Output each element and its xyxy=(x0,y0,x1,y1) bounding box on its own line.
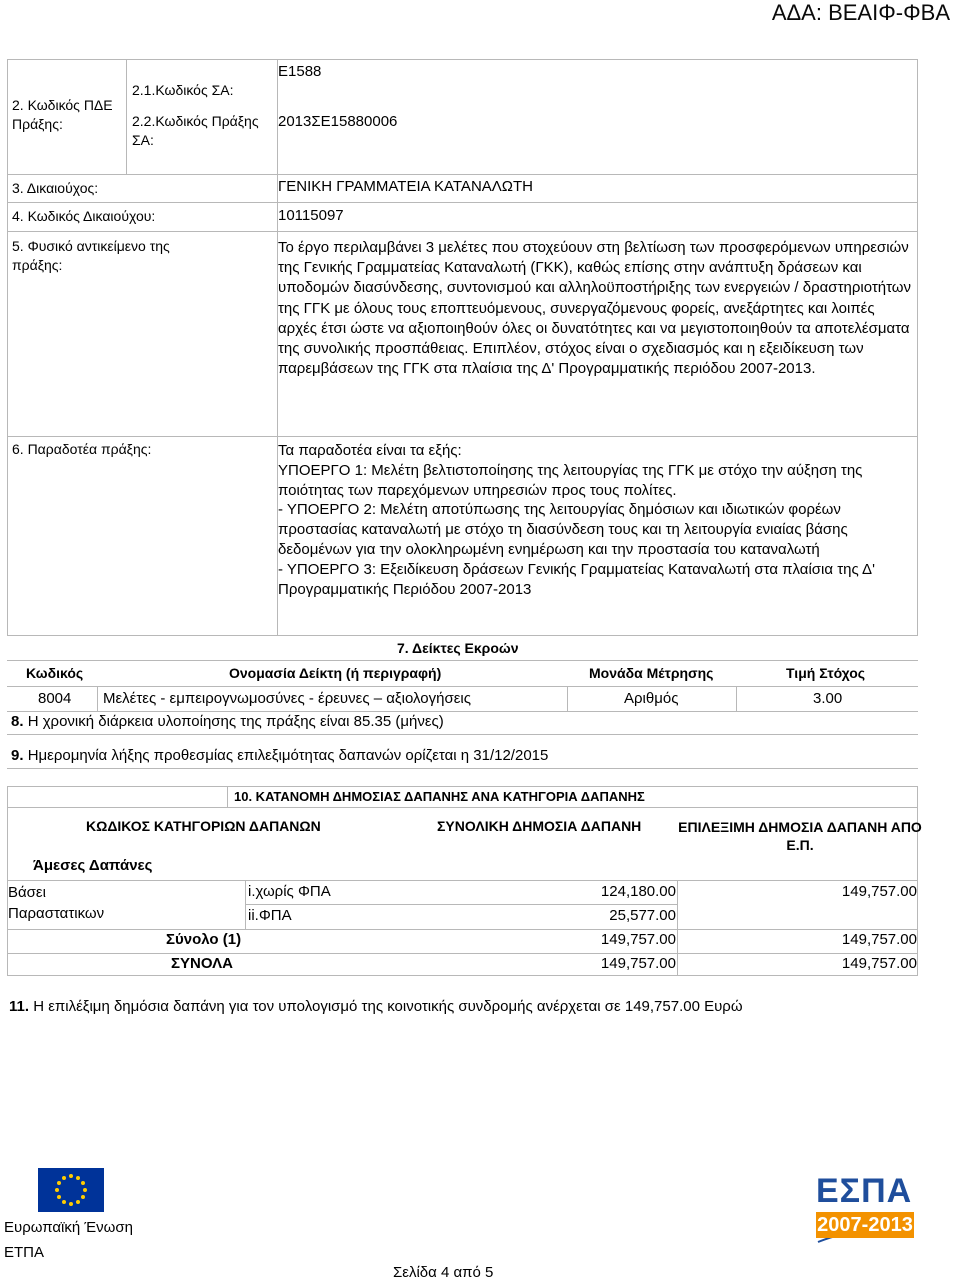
section-8 xyxy=(11,713,444,730)
row-no-vat-total: 124,180.00 xyxy=(600,883,676,900)
section-8-text: Η χρονική διάρκεια υλοποίησης της πράξης είναι 85.35 (μήνες) xyxy=(27,713,444,730)
section-11 xyxy=(9,998,743,1015)
indicator-target: 3.00 xyxy=(813,690,843,707)
totals-label: ΣΥΝΟΛΑ xyxy=(171,955,233,972)
indicator-code: 8004 xyxy=(38,690,72,707)
row-vat-total: 25,577.00 xyxy=(609,907,676,924)
section-2-2-label: 2.2.Κωδικός Πράξης ΣΑ: xyxy=(132,113,259,148)
totals-eligible: 149,757.00 xyxy=(841,955,917,972)
eligible-public-header: ΕΠΙΛΕΞΙΜΗ ΔΗΜΟΣΙΑ ΔΑΠΑΝΗ ΑΠΟ Ε.Π. xyxy=(678,819,922,853)
indicator-name: Μελέτες - εμπειρογνωμοσύνες - έρευνες – αξιολογήσεις xyxy=(103,690,471,707)
totals-total: 149,757.00 xyxy=(600,955,676,972)
section-2-1-value: Ε1588 xyxy=(278,63,322,80)
section-8-number: 8. xyxy=(11,713,24,730)
deliverable-1: ΥΠΟΕΡΓΟ 1: Μελέτη βελτιστοποίησης της λειτουργίας της ΓΓΚ με στόχο την αύξηση της ποιότητας των παρεχόμενων υπηρεσιών προς τους πολίτες. xyxy=(278,461,863,499)
subtotal-total: 149,757.00 xyxy=(600,931,676,948)
section-5-label: 5. Φυσικό αντικείμενο της πράξης: xyxy=(12,238,170,273)
direct-expenses-label: Άμεσες Δαπάνες xyxy=(33,857,153,874)
beneficiary-code-value: 10115097 xyxy=(278,207,344,224)
subtotal-label: Σύνολο (1) xyxy=(166,931,242,948)
section-11-number: 11. xyxy=(9,998,30,1015)
indicator-header-code: Κωδικός xyxy=(26,665,84,681)
section-11-text: Η επιλέξιμη δημόσια δαπάνη για τον υπολογισμό της κοινοτικής συνδρομής ανέρχεται σε 149,757.00 Ευρώ xyxy=(33,998,743,1015)
physical-object-text: Το έργο περιλαμβάνει 3 μελέτες που στοχεύουν στη βελτίωση των προσφερόμενων υπηρεσιών της Γενικής Γραμματείας Καταναλωτή (ΓΚΚ), καθώς επίσης στην ανάπτυξη δράσεων και υποδομών διασύνδεσης, συντονισμού και αλληλοϋποστήριξης των ενεργειών / δραστηριοτήτων της ΓΓΚ με όλους τους εποπτευόμενους, συνεργαζόμενους φορείς, ανεξάρτητες και λοιπές αρχές έτσι ώστε να αξιοποιηθούν όλες οι δυνατότητες και να μεγιστοποιηθούν τα αποτελέσματα της συνολικής προσπάθειας. Επιπλέον, στόχος είναι ο σχεδιασμός και η εξειδίκευση των παρεμβάσεων της ΓΓΚ στα πλαίσια της Δ' Προγραμματικής περιόδου 2007-2013. xyxy=(278,239,912,378)
espa-logo-text: ΕΣΠΑ xyxy=(816,1172,913,1210)
indicator-header-target: Τιμή Στόχος xyxy=(786,665,866,681)
espa-logo-years: 2007-2013 xyxy=(817,1214,913,1236)
deliverable-3: - ΥΠΟΕΡΓΟ 3: Εξειδίκευση δράσεων Γενικής Γραμματείας Καταναλωτή στα πλαίσια της Δ' Προγραμματικής Περιόδου 2007-2013 xyxy=(278,560,875,598)
eu-label: Ευρωπαϊκή Ένωση xyxy=(4,1219,133,1236)
beneficiary-value: ΓΕΝΙΚΗ ΓΡΑΜΜΑΤΕΙΑ ΚΑΤΑΝΑΛΩΤΗ xyxy=(278,178,534,195)
espa-logo xyxy=(812,1166,914,1262)
section-2-1-label: 2.1.Κωδικός ΣΑ: xyxy=(132,82,234,98)
page-number: Σελίδα 4 από 5 xyxy=(393,1264,494,1281)
indicator-unit: Αριθμός xyxy=(624,690,679,707)
section-9 xyxy=(11,747,548,764)
row-vat-label: ii.ΦΠΑ xyxy=(248,907,292,924)
section-7-title: 7. Δείκτες Εκροών xyxy=(397,640,519,656)
section-9-text: Ημερομηνία λήξης προθεσμίας επιλεξιμότητας δαπανών ορίζεται η 31/12/2015 xyxy=(27,747,549,764)
section-2-2-value: 2013ΣΕ15880006 xyxy=(278,113,398,130)
section-10-title: 10. ΚΑΤΑΝΟΜΗ ΔΗΜΟΣΙΑΣ ΔΑΠΑΝΗΣ ΑΝΑ ΚΑΤΗΓΟΡΙΑ ΔΑΠΑΝΗΣ xyxy=(234,789,645,804)
deliverable-2: - ΥΠΟΕΡΓΟ 2: Μελέτη αποτύπωσης της λειτουργίας δημόσιων και ιδιωτικών φορέων προστασίας καταναλωτή με στόχο τη διασύνδεση τους και τη λειτουργία ενιαίας βάσης δεδομένων για την ολοκληρωμένη ενημέρωση και την προστασία του καταναλωτή xyxy=(278,501,848,558)
basis-label: Βάσει Παραστατικων xyxy=(8,884,105,922)
total-public-header: ΣΥΝΟΛΙΚΗ ΔΗΜΟΣΙΑ ΔΑΠΑΝΗ xyxy=(437,818,642,834)
section-3-label: 3. Δικαιούχος: xyxy=(12,180,99,196)
ada-code: ΑΔΑ: ΒΕΑΙΦ-ΦΒΑ xyxy=(771,0,950,25)
expense-category-header: ΚΩΔΙΚΟΣ ΚΑΤΗΓΟΡΙΩΝ ΔΑΠΑΝΩΝ xyxy=(86,818,321,834)
deliverables xyxy=(278,441,908,599)
section-2-label: 2. Κωδικός ΠΔΕ Πράξης: xyxy=(12,97,113,132)
eu-flag-logo xyxy=(38,1168,104,1212)
row-no-vat-label: i.χωρίς ΦΠΑ xyxy=(248,883,331,900)
indicator-header-name: Ονομασία Δείκτη (ή περιγραφή) xyxy=(229,665,442,681)
espa-fund-label: ΕΤΠΑ xyxy=(4,1244,45,1261)
section-9-number: 9. xyxy=(11,747,24,764)
subtotal-eligible: 149,757.00 xyxy=(841,931,917,948)
deliverables-intro: Τα παραδοτέα είναι τα εξής: xyxy=(278,442,462,459)
indicator-header-unit: Μονάδα Μέτρησης xyxy=(589,665,714,681)
row-no-vat-eligible: 149,757.00 xyxy=(841,883,917,900)
section-6-label: 6. Παραδοτέα πράξης: xyxy=(12,441,152,457)
section-4-label: 4. Κωδικός Δικαιούχου: xyxy=(12,208,156,224)
